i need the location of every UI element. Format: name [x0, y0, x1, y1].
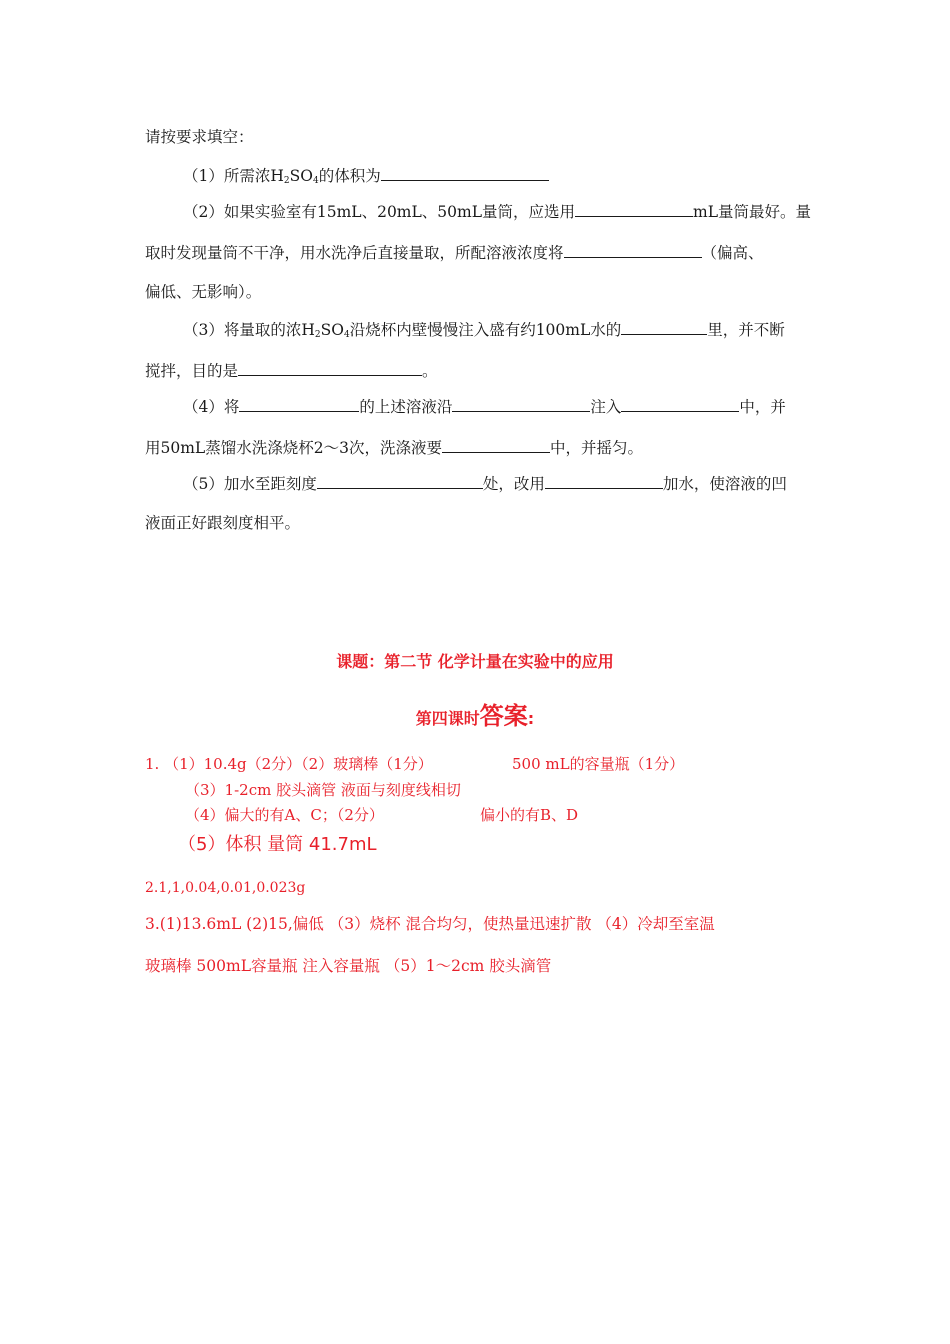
q3-text: 里，并不断	[707, 321, 785, 339]
answer-blank[interactable]	[442, 436, 550, 453]
q3-text: SO	[320, 321, 344, 339]
q5-text: 加水，使溶液的凹	[662, 475, 787, 493]
answer-title: 课题：第二节 化学计量在实验中的应用	[336, 652, 614, 671]
q2-text: （偏高、	[701, 244, 764, 262]
answer-blank[interactable]	[621, 318, 707, 335]
answer-blank[interactable]	[564, 241, 702, 258]
answer-subtitle	[0, 696, 950, 731]
question-4-line-2	[145, 436, 643, 458]
answer-1-part: 1. （1）10.4g（2分）（2）玻璃棒（1分）	[145, 755, 433, 773]
q2-text: 取时发现量筒不干净，用水洗净后直接量取，所配溶液浓度将	[145, 244, 564, 262]
q1-text: 的体积为	[318, 167, 381, 185]
q1-subscript: 4	[312, 176, 319, 186]
q1-subscript: 2	[283, 176, 290, 186]
q2-text: （2）如果实验室有15mL、20mL、50mL量筒，应选用	[183, 203, 576, 221]
q4-text: 中，并	[739, 398, 786, 416]
question-5-line-1	[183, 472, 787, 494]
answer-blank[interactable]	[545, 472, 663, 489]
answer-2: 2.1,1,0.04,0.01,0.023g	[145, 880, 306, 896]
subtitle-emphasis: 答案	[479, 702, 528, 730]
subtitle-text: 第四课时	[415, 709, 480, 728]
q5-text: （5）加水至距刻度	[183, 475, 317, 493]
q4-text: 注入	[590, 398, 622, 416]
q1-text: （1）所需浓H	[183, 167, 284, 185]
q3-text: （3）将量取的浓H	[183, 321, 315, 339]
question-4-line-1	[183, 395, 786, 417]
answer-3-line-1: 3.(1)13.6mL (2)15,偏低 （3）烧杯 混合均匀，使热量迅速扩散 （4）冷却至室温	[145, 915, 715, 933]
answer-blank[interactable]	[317, 472, 483, 489]
question-5-line-2: 液面正好跟刻度相平。	[145, 514, 301, 532]
answer-1-line-1	[145, 754, 433, 774]
question-2-line-2	[145, 241, 764, 263]
answer-blank[interactable]	[239, 395, 359, 412]
q3-subscript: 4	[343, 330, 350, 340]
answer-3-line-2: 玻璃棒 500mL容量瓶 注入容量瓶 （5）1～2cm 胶头滴管	[145, 957, 552, 975]
q3-text: 。	[422, 362, 438, 380]
q4-text: 中，并摇匀。	[549, 439, 643, 457]
answer-1-line-3-right: 偏小的有B、D	[480, 806, 579, 824]
answer-blank[interactable]	[238, 359, 422, 376]
answer-1-line-2: （3）1-2cm 胶头滴管 液面与刻度线相切	[185, 781, 461, 799]
answer-1-line-4: （5）体积 量筒 41.7mL	[178, 834, 377, 855]
q3-text: 沿烧杯内壁慢慢注入盛有约100mL水的	[349, 321, 622, 339]
q3-text: 搅拌，目的是	[145, 362, 239, 380]
q2-text: mL量筒最好。量	[693, 203, 812, 221]
answer-1-line-1-right: 500 mL的容量瓶（1分）	[512, 755, 685, 773]
intro-text: 请按要求填空：	[145, 128, 254, 146]
answer-blank[interactable]	[621, 395, 739, 412]
q4-text: （4）将	[183, 398, 240, 416]
question-2-line-3: 偏低、无影响）。	[145, 283, 262, 301]
answer-1-line-3: （4）偏大的有A、C；（2分）	[185, 806, 384, 824]
answer-blank[interactable]	[381, 164, 549, 181]
q5-text: 处，改用	[482, 475, 545, 493]
q4-text: 用50mL蒸馏水洗涤烧杯2～3次，洗涤液要	[145, 439, 442, 457]
question-3-line-2	[145, 359, 438, 381]
q1-text: SO	[289, 167, 313, 185]
answer-blank[interactable]	[452, 395, 590, 412]
question-1	[183, 164, 549, 186]
subtitle-colon: :	[527, 709, 535, 728]
answer-blank[interactable]	[575, 200, 693, 217]
q4-text: 的上述溶液沿	[359, 398, 453, 416]
question-3-line-1	[183, 318, 785, 340]
q3-subscript: 2	[314, 330, 321, 340]
question-2-line-1	[183, 200, 811, 222]
